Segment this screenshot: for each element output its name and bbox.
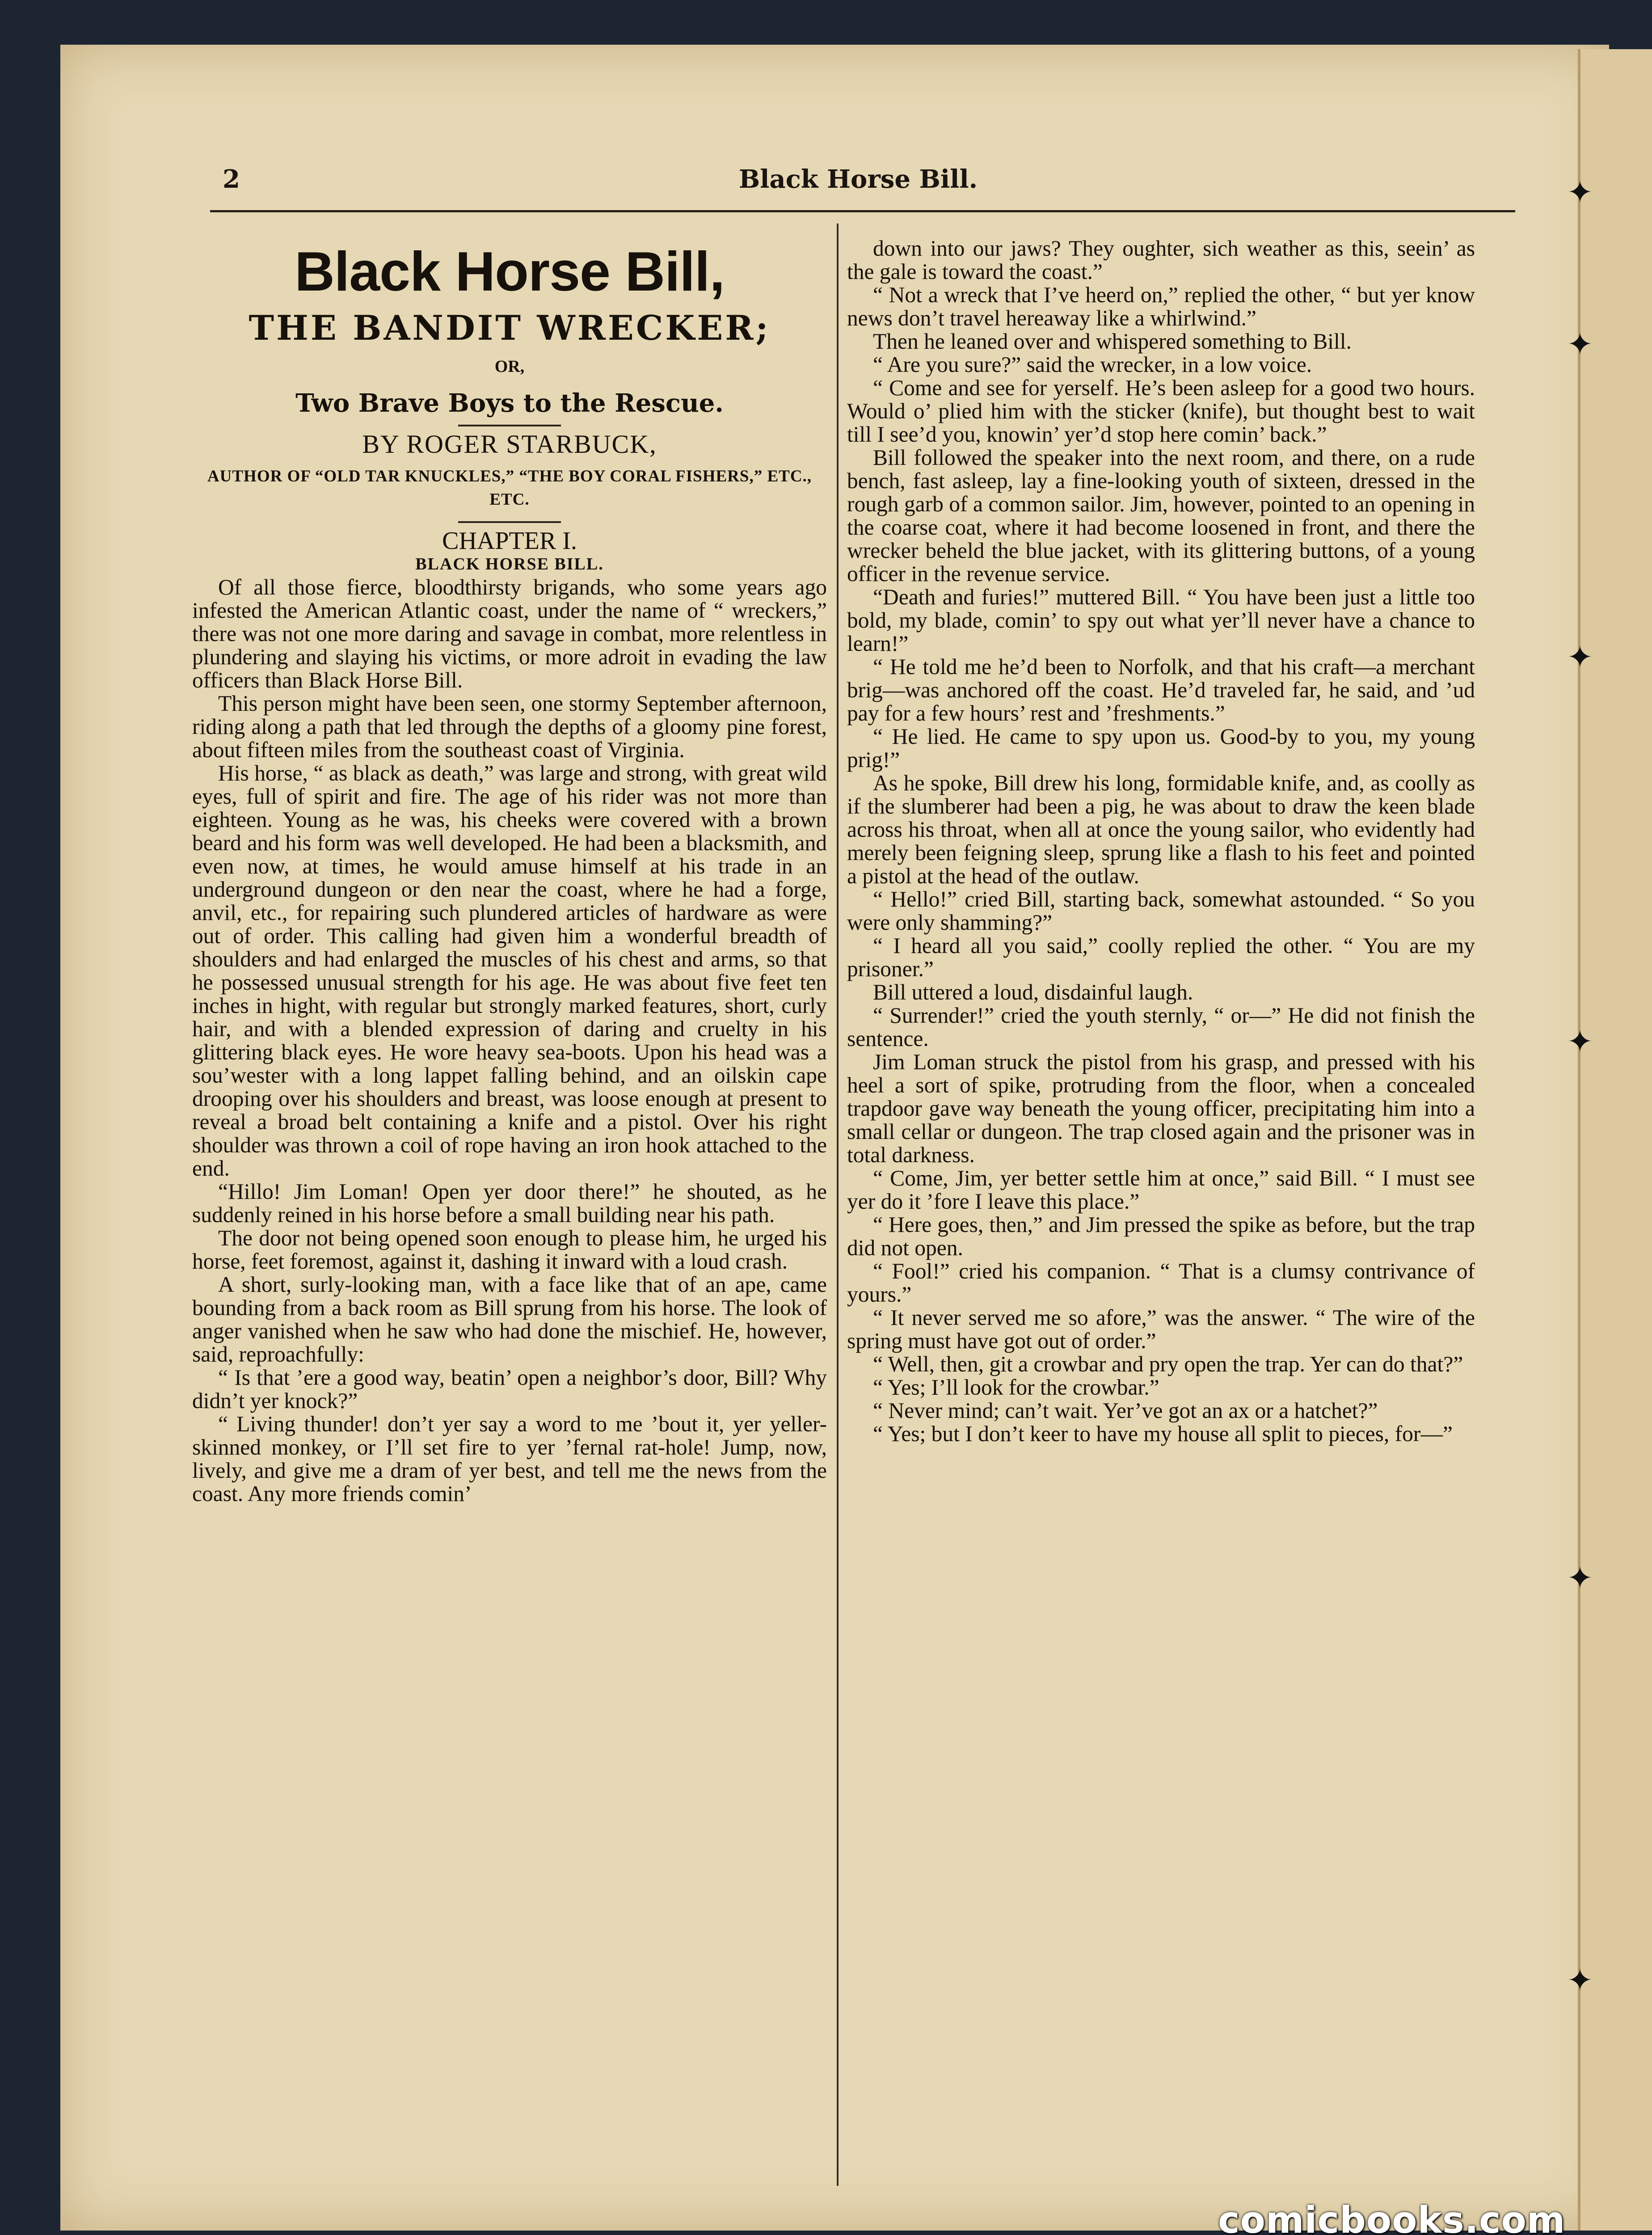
watermark: comicbooks.com xyxy=(1218,2199,1566,2235)
paragraph: “ Yes; but I don’t keer to have my house all split to pieces, for—” xyxy=(873,1421,1453,1446)
author-credits: AUTHOR OF “OLD TAR KNUCKLES,” “THE BOY CORAL FISHERS,” ETC., ETC. xyxy=(207,467,812,509)
paragraph: “ Hello!” cried Bill, starting back, somewhat astounded. “ So you were only shamming?” xyxy=(847,887,1475,935)
paragraph: “ Yes; I’ll look for the crowbar.” xyxy=(873,1375,1159,1400)
paragraph: “ Living thunder! don’t yer say a word to me ’bout it, yer yeller-skinned monkey, or I’ll set fire to yer ’fernal rat-hole! Jump, now, lively, and give me a dram of yer best, and tell me the news from the coast. Any more friends comin’ xyxy=(192,1412,827,1506)
paragraph: “ Well, then, git a crowbar and pry open the trap. Yer can do that?” xyxy=(873,1352,1463,1376)
paragraph: “ I heard all you said,” coolly replied the other. “ You are my prisoner.” xyxy=(847,933,1475,981)
staple-icon: ✦ xyxy=(1567,326,1593,363)
paragraph: Bill uttered a loud, disdainful laugh. xyxy=(873,980,1193,1004)
paragraph: “ Surrender!” cried the youth sternly, “ or—” He did not finish the sentence. xyxy=(847,1003,1475,1051)
paragraph: “ Come, Jim, yer better settle him at once,” said Bill. “ I must see yer do it ’fore I leave this place.” xyxy=(847,1166,1475,1214)
paragraph: Then he leaned over and whispered something to Bill. xyxy=(873,329,1352,354)
paragraph: “ Is that ’ere a good way, beatin’ open a neighbor’s door, Bill? Why didn’t yer knock?” xyxy=(192,1365,827,1413)
byline: BY ROGER STARBUCK, xyxy=(362,430,657,459)
or-label: OR, xyxy=(494,357,525,376)
paragraph: “ Never mind; can’t wait. Yer’ve got an ax or a hatchet?” xyxy=(873,1398,1378,1423)
paragraph: A short, surly-looking man, with a face like that of an ape, came bounding from a back room as Bill sprung from his horse. The look of anger vanished when he saw who had done the mischief. He, however, said, reproachfully: xyxy=(192,1272,827,1366)
alternate-title: Two Brave Boys to the Rescue. xyxy=(295,388,724,418)
paragraph: “Hillo! Jim Loman! Open yer door there!” he shouted, as he suddenly reined in his horse before a small building near his path. xyxy=(192,1179,827,1227)
right-column xyxy=(847,237,1475,1446)
paragraph: The door not being opened soon enough to please him, he urged his horse, feet foremost, against it, dashing it inward with a loud crash. xyxy=(192,1226,827,1274)
chapter-title: BLACK HORSE BILL. xyxy=(415,555,604,574)
right-column-body xyxy=(847,237,1475,1446)
paragraph: down into our jaws? They oughter, sich weather as this, seein’ as the gale is toward the coast.” xyxy=(847,236,1475,284)
story-title: Black Horse Bill, xyxy=(295,241,725,303)
page-number: 2 xyxy=(223,164,240,194)
left-column-body xyxy=(192,576,827,1505)
paragraph: “ He lied. He came to spy upon us. Good-by to you, my young prig!” xyxy=(847,724,1475,772)
staple-icon: ✦ xyxy=(1567,639,1593,675)
binding-spine xyxy=(1578,49,1652,2231)
paragraph: His horse, “ as black as death,” was large and strong, with great wild eyes, full of spirit and fire. The age of his rider was not more than eighteen. Young as he was, his cheeks were covered with a brown beard and his form was well developed. He had been a blacksmith, and even now, at times, he would amuse himself at his trade in an underground dungeon or den near the coast, where he had a forge, anvil, etc., for repairing such plundered articles of hardware as were out of order. This calling had given him a wonderful breadth of shoulders and had enlarged the muscles of his chest and arms, so that he possessed unusual strength for his age. He was about five feet ten inches in hight, with regular but strongly marked features, short, curly hair, and with a blended expression of daring and cruelty in his glittering black eyes. He wore heavy sea-boots. Upon his head was a sou’wester with a long lappet falling behind, and an oilskin cape drooping over his shoulders and breast, was loose enough at present to reveal a broad belt containing a knife and a pistol. Over his right shoulder was thrown a coil of rope having an iron hook attached to the end. xyxy=(192,761,827,1181)
staple-icon: ✦ xyxy=(1567,1560,1593,1596)
paragraph: “ Here goes, then,” and Jim pressed the spike as before, but the trap did not open. xyxy=(847,1212,1475,1260)
paragraph: This person might have been seen, one stormy September afternoon, riding along a path that led through the depths of a gloomy pine forest, about fifteen miles from the southeast coast of Virginia. xyxy=(192,691,827,762)
paragraph: Bill followed the speaker into the next room, and there, on a rude bench, fast asleep, lay a fine-looking youth of sixteen, dressed in the rough garb of a common sailor. Jim, however, pointed to an opening in the coarse coat, where it had become loosened in front, and there the wrecker beheld the blue jacket, with its glittering buttons, of a young officer in the revenue service. xyxy=(847,445,1475,586)
staple-icon: ✦ xyxy=(1567,1023,1593,1060)
staple-icon: ✦ xyxy=(1567,174,1593,211)
paragraph: “ It never served me so afore,” was the answer. “ The wire of the spring must have got out of order.” xyxy=(847,1305,1475,1353)
column-divider xyxy=(837,224,839,2186)
paragraph: “ Not a wreck that I’ve heerd on,” replied the other, “ but yer know news don’t travel hereaway like a whirlwind.” xyxy=(847,283,1475,330)
paragraph: Jim Loman struck the pistol from his grasp, and pressed with his heel a sort of spike, protruding from the floor, when a concealed trapdoor gave way beneath the young officer, precipitating him into a small cellar or dungeon. The trap closed again and the prisoner was in total darkness. xyxy=(847,1050,1475,1167)
chapter-heading: CHAPTER I. xyxy=(442,527,577,555)
story-subtitle: THE BANDIT WRECKER; xyxy=(249,308,771,348)
paragraph: “ He told me he’d been to Norfolk, and that his craft—a merchant brig—was anchored off the coast. He’d traveled far, he said, and ’ud pay for a few hours’ rest and ’freshments.” xyxy=(847,654,1475,725)
running-head-title: Black Horse Bill. xyxy=(738,164,978,194)
paragraph: “ Fool!” cried his companion. “ That is a clumsy contrivance of yours.” xyxy=(847,1259,1475,1307)
paragraph: “Death and furies!” muttered Bill. “ You have been just a little too bold, my blade, comin’ to spy out what yer’ll never have a chance to learn!” xyxy=(847,585,1475,656)
paragraph: Of all those fierce, bloodthirsty brigands, who some years ago infested the American Atlantic coast, under the name of “ wreckers,” there was not one more daring and savage in combat, more relentless in plundering and slaying his victims, or more adroit in evading the law officers than Black Horse Bill. xyxy=(192,575,827,692)
staple-icon: ✦ xyxy=(1567,1962,1593,1999)
paragraph: “ Come and see for yerself. He’s been asleep for a good two hours. Would o’ plied him with the sticker (knife), but thought best to wait till I see’d you, knowin’ yer’d stop here comin’ back.” xyxy=(847,375,1475,447)
paragraph: “ Are you sure?” said the wrecker, in a low voice. xyxy=(873,352,1312,377)
running-head xyxy=(210,164,1506,200)
title-rule xyxy=(458,425,561,426)
paragraph: As he spoke, Bill drew his long, formidable knife, and, as coolly as if the slumberer had been a pig, he was about to draw the keen blade across his throat, when all at once the young sailor, who evidently had merely been feigning sleep, sprung like a flash to his feet and pointed a pistol at the head of the outlaw. xyxy=(847,771,1475,888)
left-column xyxy=(192,232,827,1505)
header-rule xyxy=(210,210,1515,212)
chapter-rule xyxy=(458,521,561,523)
